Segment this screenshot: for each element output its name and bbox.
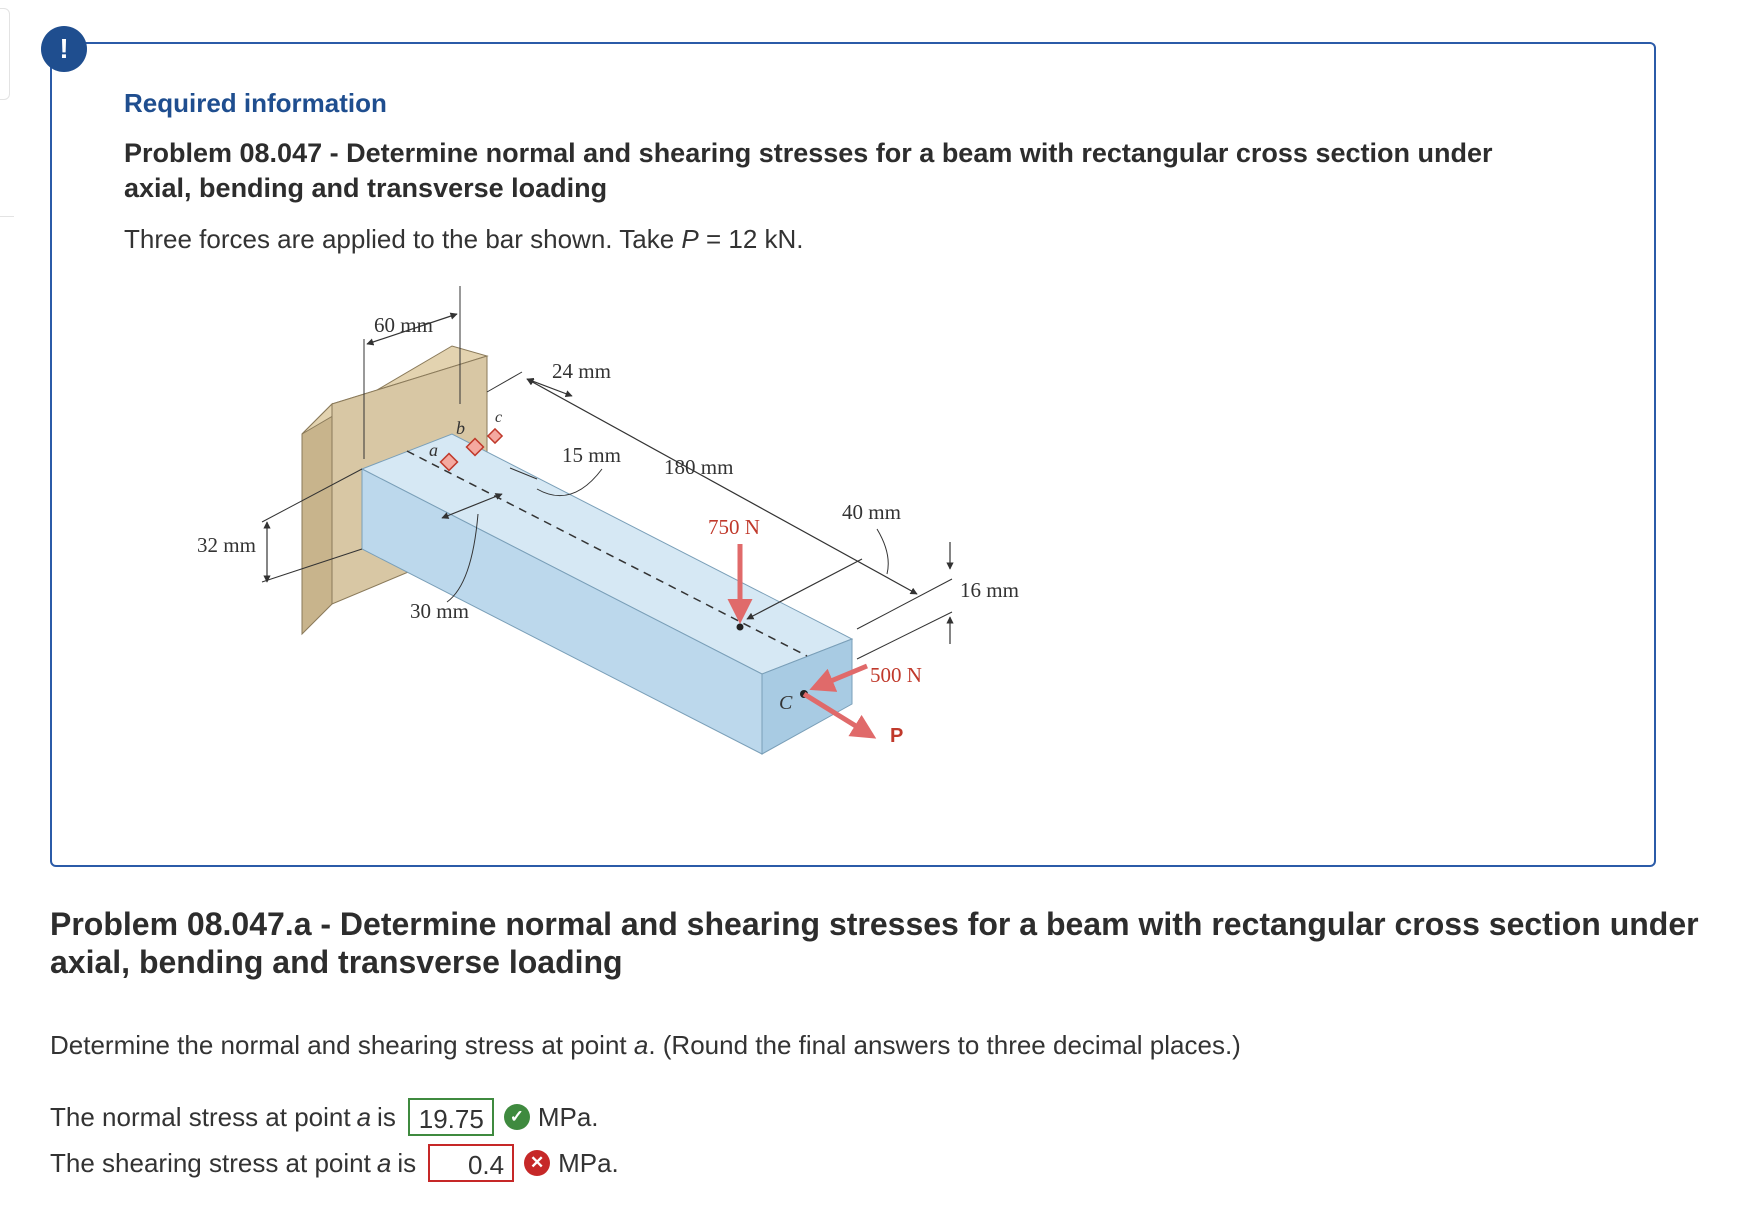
- label-15mm: 15 mm: [562, 443, 621, 467]
- beam-figure: [142, 284, 1182, 844]
- point-c-marker: [488, 429, 502, 443]
- label-point-a: a: [429, 440, 438, 460]
- part-a-question: [50, 1030, 1241, 1061]
- force-750-point: [737, 624, 744, 631]
- shear-unit: MPa.: [558, 1147, 619, 1178]
- normal-label-suffix: is: [377, 1101, 396, 1132]
- dim-24-ext: [487, 372, 522, 392]
- normal-unit: MPa.: [537, 1101, 599, 1132]
- problem-description: [124, 224, 804, 255]
- shear-stress-row: [50, 1144, 619, 1182]
- label-24mm: 24 mm: [552, 359, 611, 383]
- description-variable: P: [681, 224, 699, 254]
- side-divider: [0, 216, 14, 217]
- normal-stress-row: [50, 1098, 599, 1136]
- alert-symbol: !: [59, 33, 69, 64]
- label-60mm: 60 mm: [374, 313, 433, 337]
- description-suffix: = 12 kN.: [698, 224, 804, 254]
- label-180mm: 180 mm: [664, 455, 734, 479]
- part-a-title: Problem 08.047.a - Determine normal and shearing stresses for a beam with rectangular cross section under axial, bending and transverse loading: [50, 906, 1699, 980]
- alert-icon: [41, 26, 87, 72]
- shear-stress-input[interactable]: 0.4: [428, 1144, 514, 1182]
- label-30mm: 30 mm: [410, 599, 469, 623]
- label-point-c: c: [495, 409, 503, 426]
- normal-stress-input[interactable]: 19.75: [408, 1098, 494, 1136]
- label-40mm: 40 mm: [842, 500, 901, 524]
- incorrect-x-icon: ✕: [524, 1150, 550, 1176]
- normal-label-prefix: The normal stress at point: [50, 1101, 351, 1132]
- problem-title: Problem 08.047 - Determine normal and shearing stresses for a beam with rectangular cross section under axial, bending and transverse loading: [124, 138, 1493, 203]
- dim-40-line: [747, 559, 862, 619]
- required-heading: Required information: [124, 88, 387, 118]
- label-16mm: 16 mm: [960, 578, 1019, 602]
- wall-side: [302, 404, 332, 634]
- dim-40-leader: [877, 529, 888, 574]
- question-variable: a: [633, 1030, 649, 1060]
- shear-label-prefix: The shearing stress at point: [50, 1147, 371, 1178]
- label-force-P: P: [890, 725, 904, 747]
- shear-label-suffix: is: [397, 1147, 417, 1178]
- normal-label-variable: a: [356, 1101, 372, 1132]
- description-prefix: Three forces are applied to the bar shown. Take: [124, 224, 682, 254]
- shear-label-variable: a: [376, 1147, 392, 1178]
- label-point-b: b: [456, 418, 465, 438]
- question-suffix: . (Round the final answers to three decimal places.): [648, 1030, 1241, 1060]
- label-500N: 500 N: [870, 663, 922, 687]
- required-info-box: [50, 42, 1656, 867]
- label-750N: 750 N: [708, 515, 760, 539]
- correct-check-icon: ✓: [504, 1104, 530, 1130]
- side-panel-tab[interactable]: [0, 8, 10, 100]
- dim-16-ext-bottom: [857, 612, 952, 659]
- label-32mm: 32 mm: [197, 533, 256, 557]
- label-point-C: C: [779, 692, 793, 714]
- question-prefix: Determine the normal and shearing stress at point: [50, 1030, 634, 1060]
